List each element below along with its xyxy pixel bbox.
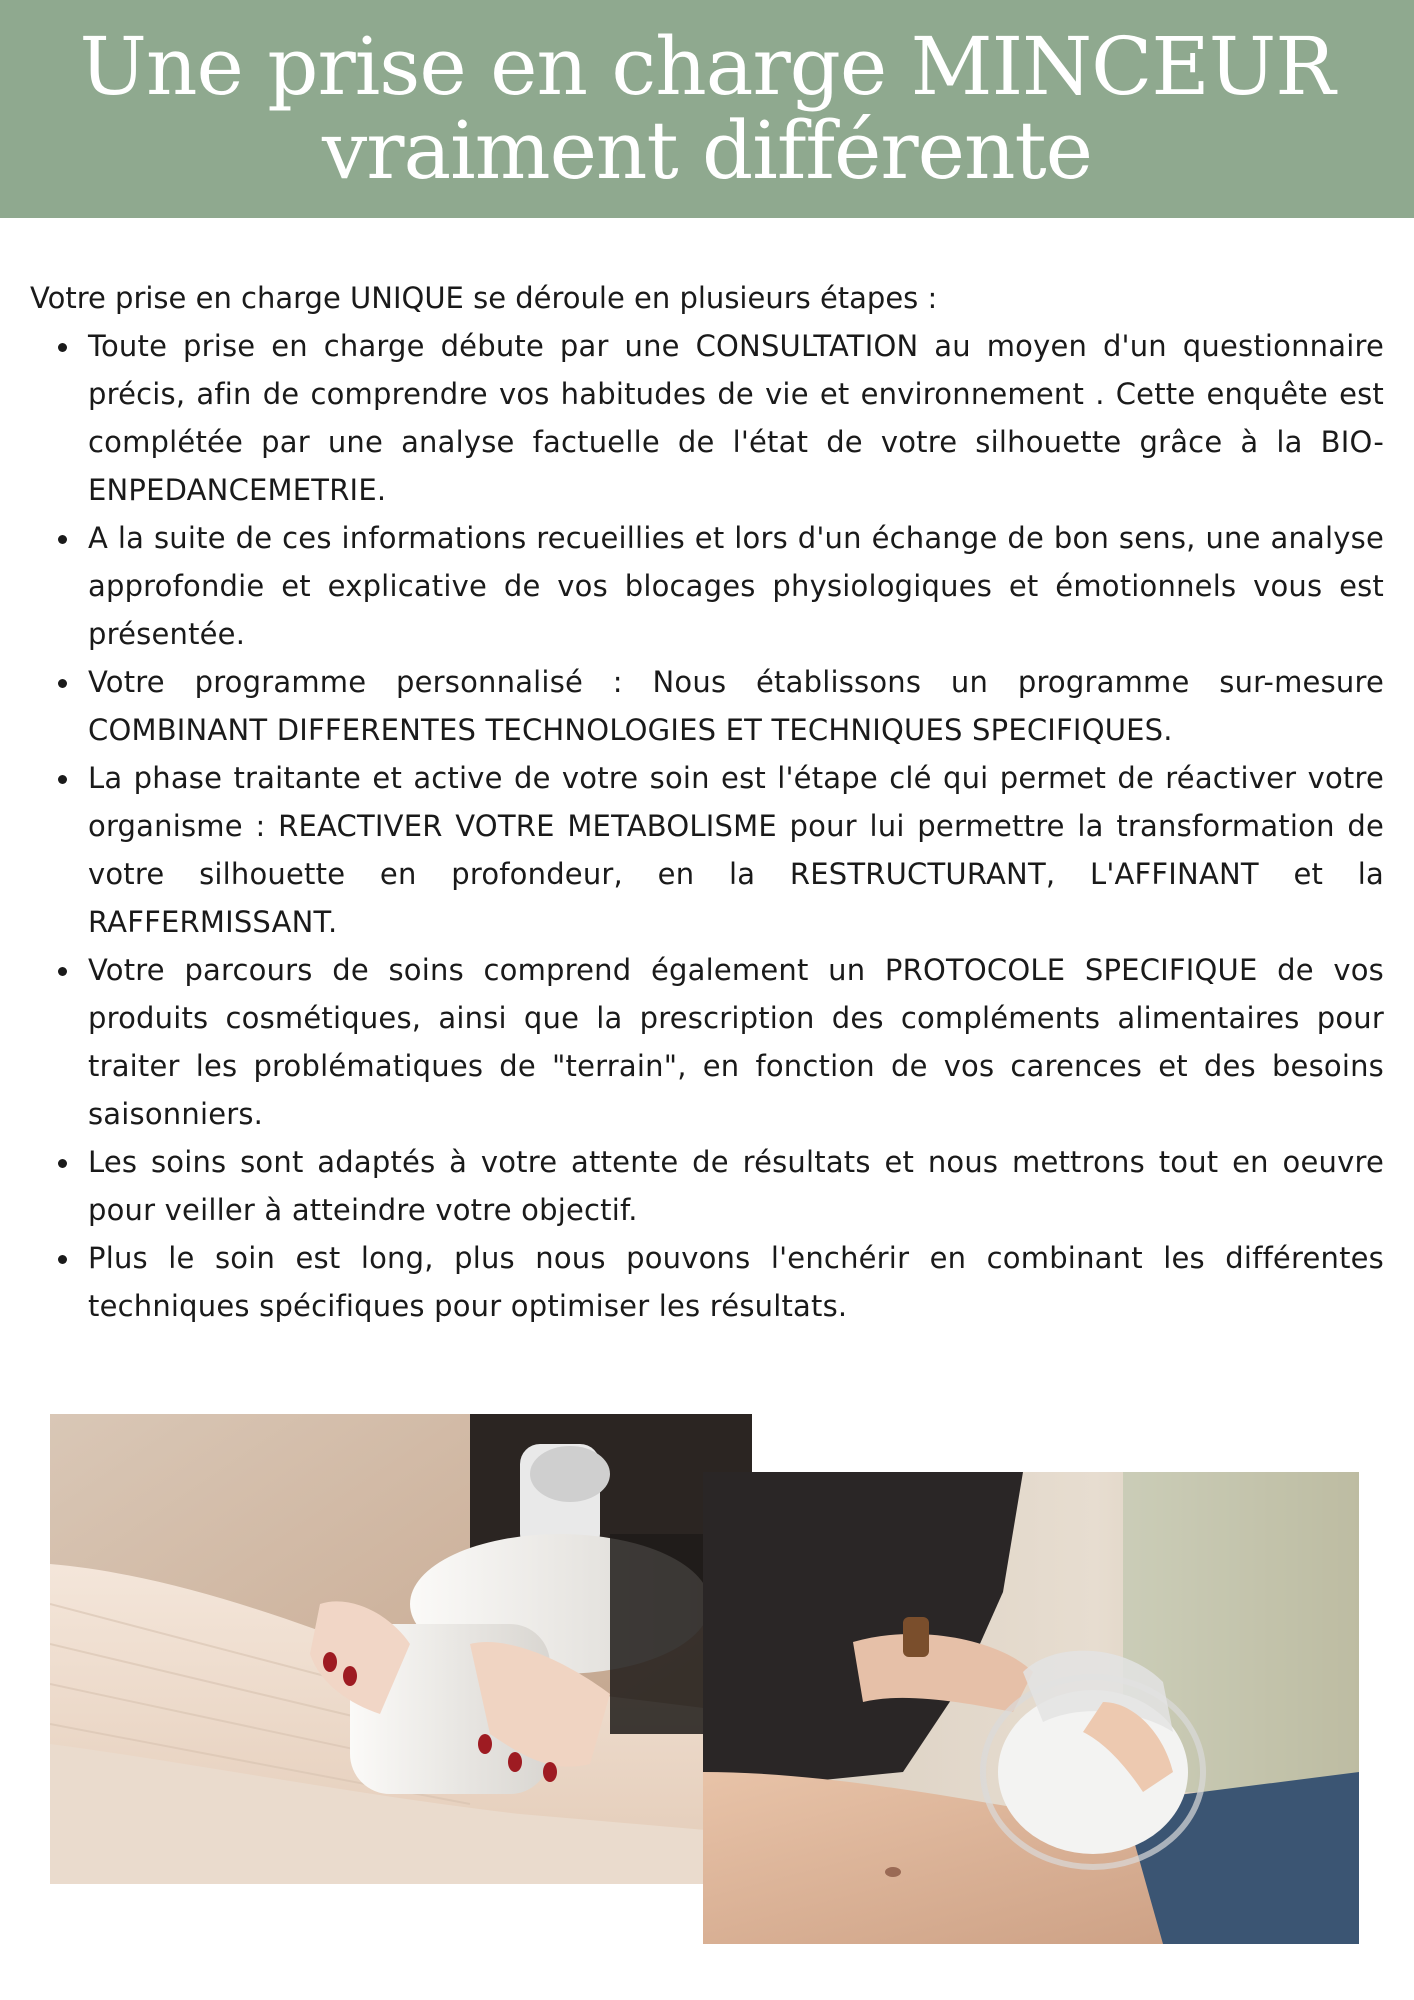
treatment-photo-abdomen [703, 1472, 1359, 1944]
page-title-line-1: Une prise en charge MINCEUR [79, 20, 1335, 113]
step-item: La phase traitante et active de votre soin est l'étape clé qui permet de réactiver votre organisme : REACTIVER VOTRE METABOLISME pour lui permettre la transformation de votre silhouette en profondeur, en la RESTRUCTURANT, L'AFFINANT et la RAFFERMISSANT. [88, 754, 1384, 946]
steps-list [30, 322, 1384, 1330]
step-item: Votre programme personnalisé : Nous établissons un programme sur-mesure COMBINANT DIFFERENTES TECHNOLOGIES ET TECHNIQUES SPECIFIQUES. [88, 658, 1384, 754]
page-title [79, 20, 1335, 197]
step-item: A la suite de ces informations recueillies et lors d'un échange de bon sens, une analyse approfondie et explicative de vos blocages physiologiques et émotionnels vous est présentée. [88, 514, 1384, 658]
step-item: Les soins sont adaptés à votre attente de résultats et nous mettrons tout en oeuvre pour veiller à atteindre votre objectif. [88, 1138, 1384, 1234]
treatment-photo-legs [50, 1414, 752, 1884]
step-item: Toute prise en charge débute par une CONSULTATION au moyen d'un questionnaire précis, afin de comprendre vos habitudes de vie et environnement . Cette enquête est complétée par une analyse factuelle de l'état de votre silhouette grâce à la BIO-ENPEDANCEMETRIE. [88, 322, 1384, 514]
title-banner [0, 0, 1414, 218]
step-item: Plus le soin est long, plus nous pouvons l'enchérir en combinant les différentes techniques spécifiques pour optimiser les résultats. [88, 1234, 1384, 1330]
step-item: Votre parcours de soins comprend également un PROTOCOLE SPECIFIQUE de vos produits cosmétiques, ainsi que la prescription des compléments alimentaires pour traiter les problématiques de "terrain", en fonction de vos carences et des besoins saisonniers. [88, 946, 1384, 1138]
page-title-line-2: vraiment différente [322, 104, 1092, 197]
intro-text: Votre prise en charge UNIQUE se déroule en plusieurs étapes : [30, 281, 938, 315]
main-content [30, 274, 1384, 1330]
